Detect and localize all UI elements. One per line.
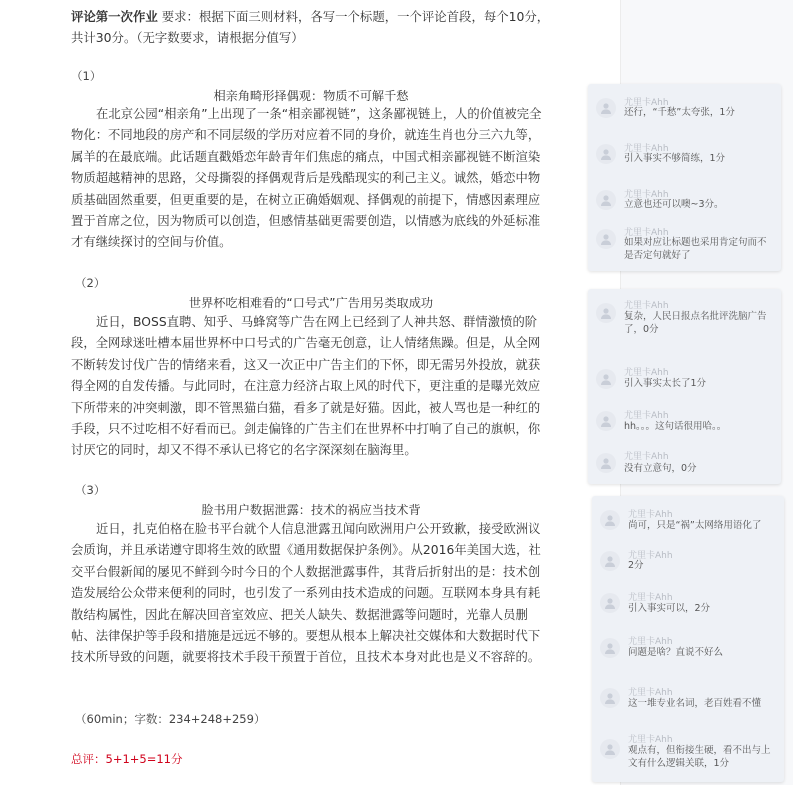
assignment-header <box>71 6 551 48</box>
comment-text: 如果对应让标题也采用肯定句而不是否定句就好了 <box>624 237 767 261</box>
user-avatar-icon <box>596 453 616 473</box>
comment-author: 尤里卡Ahh <box>628 593 673 603</box>
user-avatar-icon <box>596 369 616 389</box>
user-avatar-icon <box>596 98 616 118</box>
time-word-count: （60min；字数：234+248+259） <box>75 712 266 726</box>
comment-text: 引入事实可以，2分 <box>628 603 711 614</box>
section-title: 脸书用户数据泄露：技术的祸应当技术背 <box>201 503 421 517</box>
section-body: 在北京公园“相亲角”上出现了一条“相亲鄙视链”，这条鄙视链上，人的价值被完全物化：不同地段的房产和不同层级的学历对应着不同的身价，就连生肖也分三六九等，属羊的在最底端。此话题直戳婚恋年龄青年们焦虑的痛点，中国式相亲鄙视链不断渲染物质超越精神的思路，父母撕裂的择偶观背后是残酷现实的利己主义。诚然，婚恋中物质基础固然重要，但更重要的是，在树立正确婚姻观、择偶观的前提下，情感因素理应置于首席之位，因为物质可以创造，但感情基础更需要创造，以情感为底线的外延标准才有继续探讨的空间与价值。 <box>71 107 542 250</box>
section-number: （1） <box>71 69 102 83</box>
assignment-requirement-cont: 共计30分。（无字数要求，请根据分值写） <box>71 30 304 45</box>
comment-text: 立意也还可以噢~3分。 <box>624 199 724 210</box>
user-avatar-icon <box>600 551 620 571</box>
comment-author: 尤里卡Ahh <box>624 190 669 200</box>
user-avatar-icon <box>600 593 620 613</box>
section-number: （2） <box>75 276 106 290</box>
comment-text: 没有立意句，0分 <box>624 463 697 474</box>
user-avatar-icon <box>600 510 620 530</box>
comment-author: 尤里卡Ahh <box>624 368 669 378</box>
comment-text: hh。。。这句话很用哈。。 <box>624 421 727 432</box>
assignment-title: 评论第一次作业 <box>71 9 158 24</box>
user-avatar-icon <box>600 739 620 759</box>
comment-author: 尤里卡Ahh <box>628 637 673 647</box>
comment-group <box>592 496 784 782</box>
comment-text: 还行，“千愁”太夸张，1分 <box>624 107 735 118</box>
comment-author: 尤里卡Ahh <box>628 510 673 520</box>
section-body: 近日，扎克伯格在脸书平台就个人信息泄露丑闻向欧洲用户公开致歉，接受欧洲议会质询，并且承诺遵守即将生效的欧盟《通用数据保护条例》。从2016年美国大选，社交平台假新闻的屡见不鲜到今时今日的个人数据泄露事件，其背后折射出的是：技术创造发展给公众带来便利的同时，也引发了一系列由技术造成的问题。互联网本身具有耗散结构属性，因此在解决回音室效应、把关人缺失、数据泄露等问题时，光靠人员删帖、法律保护等手段和措施是远远不够的。要想从根本上解决社交媒体和大数据时代下技术所导致的问题，就要将技术手段干预置于首位，且技术本身对此也是义不容辞的。 <box>71 522 541 665</box>
section-title: 相亲角畸形择偶观：物质不可解千愁 <box>213 89 409 103</box>
comment-text: 引入事实不够简练，1分 <box>624 153 726 164</box>
user-avatar-icon <box>596 229 616 249</box>
comment-author: 尤里卡Ahh <box>624 98 669 108</box>
comment-author: 尤里卡Ahh <box>624 144 669 154</box>
section-title: 世界杯吃相难看的“口号式”广告用另类取成功 <box>188 296 434 310</box>
section-number: （3） <box>75 483 106 497</box>
assignment-requirement: 要求：根据下面三则材料，各写一个标题，一个评论首段，每个10分， <box>161 9 550 24</box>
comment-group <box>588 289 781 484</box>
comment-text: 问题是啥？直说不好么 <box>628 647 724 658</box>
user-avatar-icon <box>596 144 616 164</box>
comment-text: 尚可，只是“祸”太网络用语化了 <box>628 520 762 531</box>
comment-group <box>588 84 781 271</box>
comment-author: 尤里卡Ahh <box>628 551 673 561</box>
comment-author: 尤里卡Ahh <box>624 301 669 311</box>
comment-author: 尤里卡Ahh <box>624 452 669 462</box>
comment-author: 尤里卡Ahh <box>624 411 669 421</box>
user-avatar-icon <box>600 638 620 658</box>
comment-text: 2分 <box>628 560 644 571</box>
user-avatar-icon <box>596 190 616 210</box>
comment-author: 尤里卡Ahh <box>624 228 669 238</box>
comment-text: 引入事实太长了1分 <box>624 378 707 389</box>
comment-text: 观点有，但衔接生硬，看不出与上文有什么逻辑关联，1分 <box>628 745 771 769</box>
comment-author: 尤里卡Ahh <box>628 735 673 745</box>
total-score: 总评：5+1+5=11分 <box>71 752 183 766</box>
comment-text: 这一堆专业名词，老百姓看不懂 <box>628 698 762 709</box>
user-avatar-icon <box>596 411 616 431</box>
user-avatar-icon <box>596 303 616 323</box>
user-avatar-icon <box>600 688 620 708</box>
section-body: 近日，BOSS直聘、知乎、马蜂窝等广告在网上已经到了人神共怒、群情激愤的阶段，全网球迷吐槽本届世界杯中口号式的广告毫无创意，让人情绪焦躁。但是，从全网不断转发讨伐广告的情绪来看，这又一次正中广告主们的下怀，即无需另外投放，就获得全网的自发传播。与此同时，在注意力经济占取上风的时代下，更注重的是曝光效应下所带来的冲突刺激，即不管黑猫白猫，看多了就是好猫。因此，被人骂也是一种红的手段，只不过吃相不好看而已。剑走偏锋的广告主们在世界杯中打响了自己的旗帜，你讨厌它的同时，却又不得不承认已将它的名字深深刻在脑海里。 <box>71 315 541 458</box>
comment-text: 复杂，人民日报点名批评洗脑广告了，0分 <box>624 311 767 335</box>
comment-author: 尤里卡Ahh <box>628 688 673 698</box>
